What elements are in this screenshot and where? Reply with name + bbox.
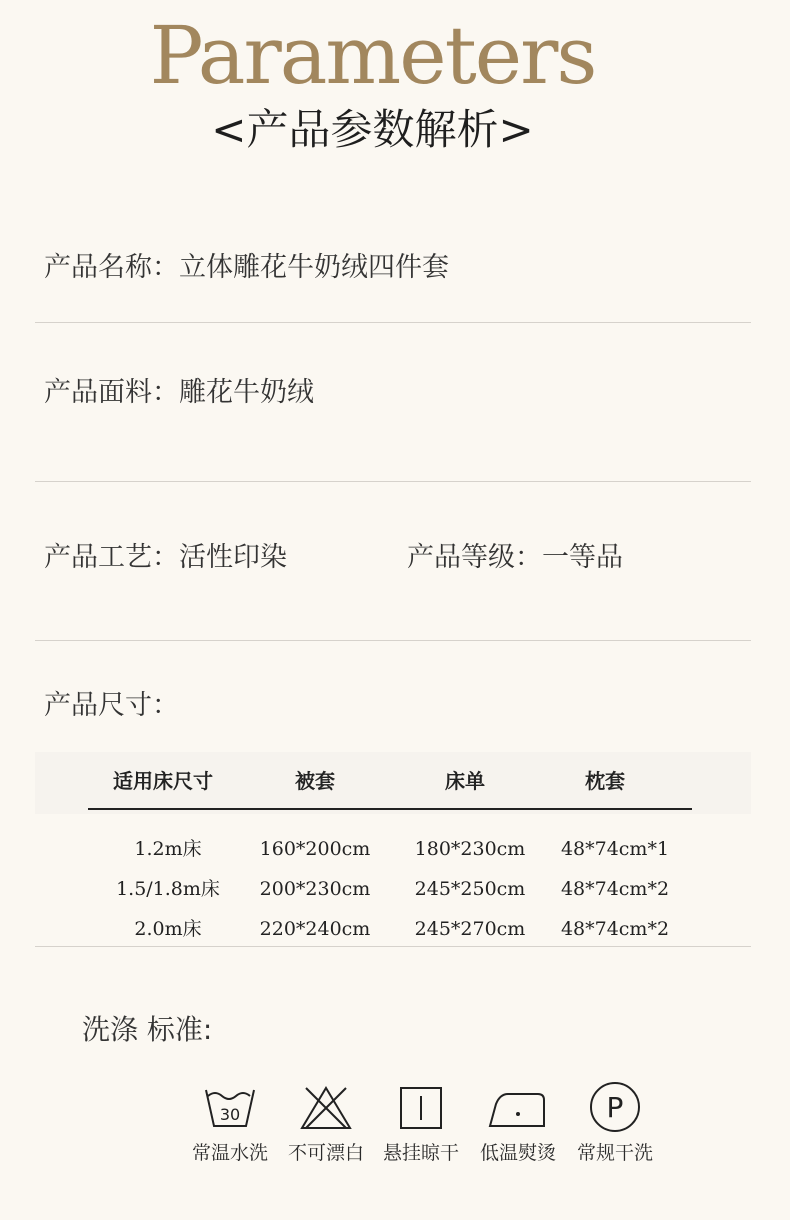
product-name: 产品名称：立体雕花牛奶绒四件套 bbox=[44, 252, 449, 283]
care-item-dry bbox=[376, 1080, 466, 1166]
table-cell: 48*74cm*1 bbox=[560, 838, 670, 860]
care-item-wash bbox=[185, 1080, 275, 1166]
care-item-dryclean bbox=[570, 1080, 660, 1166]
care-label: 常规干洗 bbox=[576, 1142, 653, 1164]
size-col-header-bed: 适用床尺寸 bbox=[113, 769, 213, 793]
table-cell: 160*200cm bbox=[259, 838, 371, 860]
table-cell: 180*230cm bbox=[414, 838, 526, 860]
wash-30-icon bbox=[200, 1080, 260, 1134]
dry-clean-p-icon bbox=[585, 1080, 645, 1134]
divider bbox=[35, 946, 751, 947]
hang-dry-icon bbox=[391, 1080, 451, 1134]
table-cell: 48*74cm*2 bbox=[560, 918, 670, 940]
table-cell: 220*240cm bbox=[259, 918, 371, 940]
table-cell: 2.0m床 bbox=[134, 918, 202, 940]
care-label: 常温水洗 bbox=[191, 1142, 268, 1164]
divider bbox=[35, 322, 751, 323]
wash-heading: 洗涤 标准: bbox=[82, 1013, 213, 1046]
size-col-header-duvet: 被套 bbox=[295, 769, 335, 793]
low-iron-icon bbox=[486, 1080, 550, 1134]
product-process: 产品工艺：活性印染 bbox=[44, 542, 287, 573]
page-title: Parameters bbox=[149, 9, 596, 102]
table-cell: 245*250cm bbox=[414, 878, 526, 900]
dry-clean-letter: P bbox=[606, 1091, 624, 1124]
care-item-iron bbox=[473, 1080, 563, 1166]
wash-temp-text: 30 bbox=[219, 1105, 241, 1124]
no-bleach-icon bbox=[296, 1080, 356, 1134]
care-label: 不可漂白 bbox=[287, 1142, 364, 1164]
product-grade: 产品等级：一等品 bbox=[407, 542, 623, 573]
table-cell: 1.5/1.8m床 bbox=[116, 878, 220, 900]
size-col-header-sheet: 床单 bbox=[445, 769, 485, 793]
size-heading: 产品尺寸： bbox=[44, 690, 179, 721]
page-subtitle: <产品参数解析> bbox=[211, 105, 534, 154]
table-cell: 200*230cm bbox=[259, 878, 371, 900]
table-cell: 1.2m床 bbox=[134, 838, 202, 860]
divider bbox=[35, 481, 751, 482]
care-item-bleach bbox=[281, 1080, 371, 1166]
care-label: 低温熨烫 bbox=[479, 1142, 556, 1164]
divider bbox=[35, 640, 751, 641]
table-cell: 48*74cm*2 bbox=[560, 878, 670, 900]
table-cell: 245*270cm bbox=[414, 918, 526, 940]
care-label: 悬挂晾干 bbox=[382, 1142, 459, 1164]
size-table-header-rule bbox=[88, 808, 692, 810]
size-col-header-pillow: 枕套 bbox=[585, 769, 625, 793]
product-fabric: 产品面料：雕花牛奶绒 bbox=[44, 377, 314, 408]
